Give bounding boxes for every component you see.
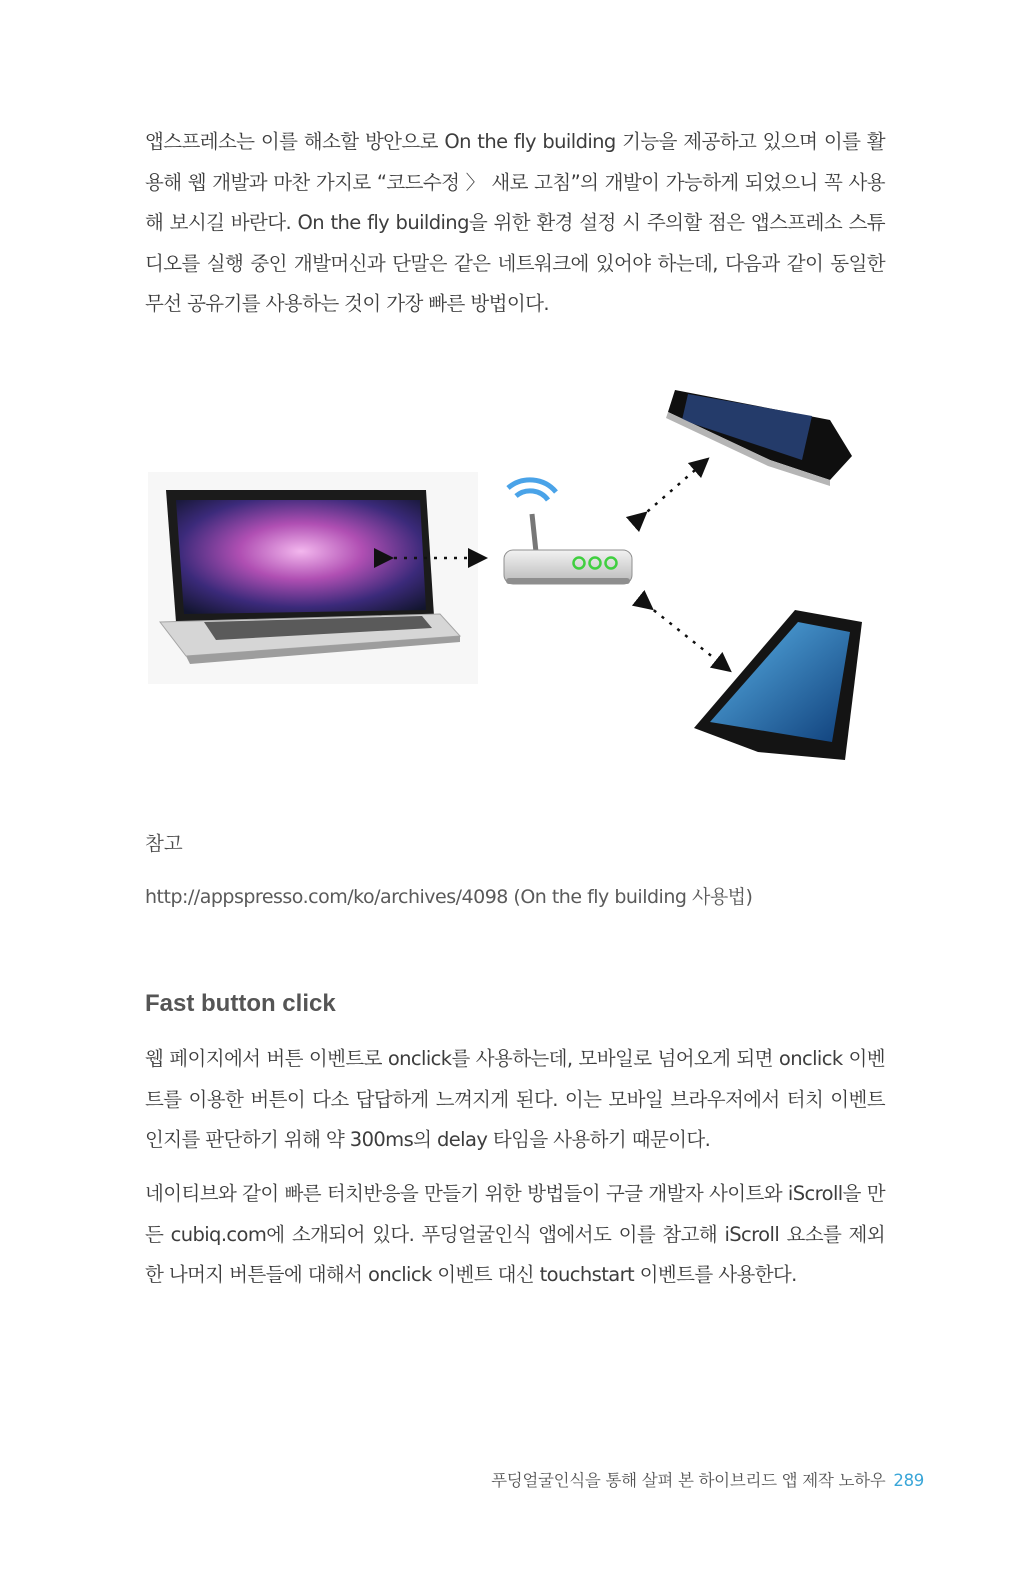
section-heading: Fast button click xyxy=(145,990,336,1017)
network-diagram xyxy=(140,360,880,780)
android-phone-icon xyxy=(694,610,862,760)
laptop-icon xyxy=(148,472,478,684)
note-title: 참고 xyxy=(145,832,183,855)
section-paragraph-2: 네이티브와 같이 빠른 터치반응을 만들기 위한 방법들이 구글 개발자 사이트와 iScroll을 만든 cubiq.com에 소개되어 있다. 푸딩얼굴인식 앱에서도 이를 참고해 iScroll 요소를 제외 한 나머지 버튼들에 대해서 onclick 이벤트 대신 touchstart 이벤트를 사용한다. xyxy=(145,1182,885,1286)
section-paragraph-1: 웹 페이지에서 버튼 이벤트로 onclick를 사용하는데, 모바일로 넘어오게 되면 onclick 이벤트를 이용한 버튼이 다소 답답하게 느껴지게 된다. 이는 모바일 브라우저에서 터치 이벤트인지를 판단하기 위해 약 300ms의 delay 타임을 사용하기 때문이다. xyxy=(145,1047,885,1151)
intro-paragraph: 앱스프레소는 이를 해소할 방안으로 On the fly building 기능을 제공하고 있으며 이를 활용해 웹 개발과 마찬 가지로 “코드수정 〉 새로 고침”의 개발이 가능하게 되었으니 꼭 사용해 보시길 바란다. On the fly building을 위한 환경 설정 시 주의할 점은 앱스프레소 스튜디오를 실행 중인 개발머신과 단말은 같은 네트워크에 있어야 하는데, 다음과 같이 동일한 무선 공유기를 사용하는 것이 가장 빠른 방법이다. xyxy=(145,130,885,315)
page-footer xyxy=(491,1467,924,1491)
running-title: 푸딩얼굴인식을 통해 살펴 본 하이브리드 앱 제작 노하우 xyxy=(491,1471,886,1490)
reference-link: http://appspresso.com/ko/archives/4098 (On the fly building 사용법) xyxy=(145,886,753,908)
router-icon xyxy=(504,480,632,584)
page-number: 289 xyxy=(893,1471,924,1490)
